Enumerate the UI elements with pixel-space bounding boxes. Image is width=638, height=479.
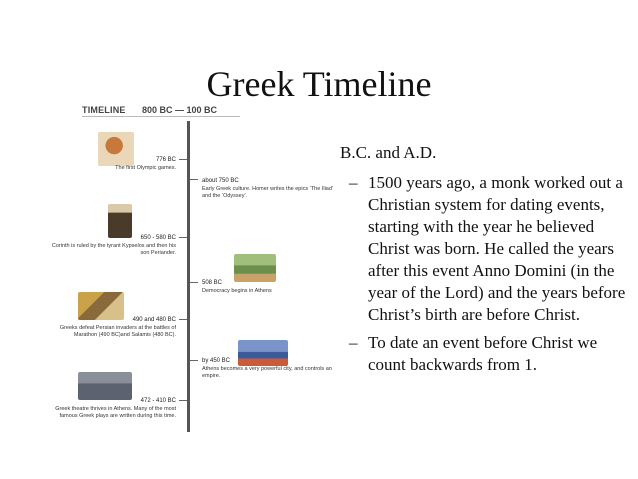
sub-bullet-text: 1500 years ago, a monk worked out a Christian system for dating events, starting with the year he believed Christ was born. He called the years after this event Anno Domini (in the year of the Lord) and the years before Christ’s birth are before Christ. [368,173,626,324]
event-date: 650 - 580 BC [140,235,176,241]
event-description: The first Olympic games. [115,165,176,171]
timeline-tick [179,237,187,238]
timeline-tick [190,179,198,180]
timeline-header: TIMELINE [82,105,126,115]
timeline-range: 800 BC — 100 BC [142,105,218,115]
timeline-tick [179,159,187,160]
event-description: Democracy begins in Athens [202,288,272,294]
sub-bullet-text: To date an event before Christ we count backwards from 1. [368,333,598,374]
battle-picture [78,292,124,320]
sub-bullet [340,172,630,326]
timeline-tick [190,360,198,361]
tyrant-figure-picture [108,204,132,238]
sub-bullet [340,332,630,376]
timeline-tick [179,400,187,401]
event-description: Athens becomes a very powerful city, and controls an empire. [202,366,332,379]
timeline-tick [179,319,187,320]
timeline-tick [190,282,198,283]
event-date: by 450 BC [202,358,231,364]
event-description: Early Greek culture. Homer writes the epics ‘The Iliad’ and the ‘Odyssey’. [202,186,333,199]
event-date: 490 and 480 BC [132,317,176,323]
event-date: 508 BC [202,280,223,286]
bullet-list [340,142,630,382]
event-date: 776 BC [155,157,176,163]
dash-bullet-icon: – [349,333,358,352]
timeline-header-divider [82,116,240,117]
dash-bullet-icon: – [349,173,358,192]
event-date: 472 - 410 BC [140,398,176,404]
bullet-heading: B.C. and A.D. [340,143,437,162]
democracy-picture [234,254,276,282]
event-description: Corinth is ruled by the tyrant Kypselos and then his son Periander. [51,243,176,256]
athens-ships-picture [238,340,288,366]
event-description: Greek theatre thrives in Athens. Many of the most famous Greek plays are written during this time. [55,406,176,419]
event-date: about 750 BC [202,178,239,184]
timeline-image [38,96,338,432]
event-description: Greeks defeat Persian invaders at the battles of Marathon (490 BC)and Salamis (480 BC). [59,325,176,338]
timeline-axis [187,121,190,432]
theatre-picture [78,372,132,400]
slide-title: Greek Timeline [206,64,432,104]
